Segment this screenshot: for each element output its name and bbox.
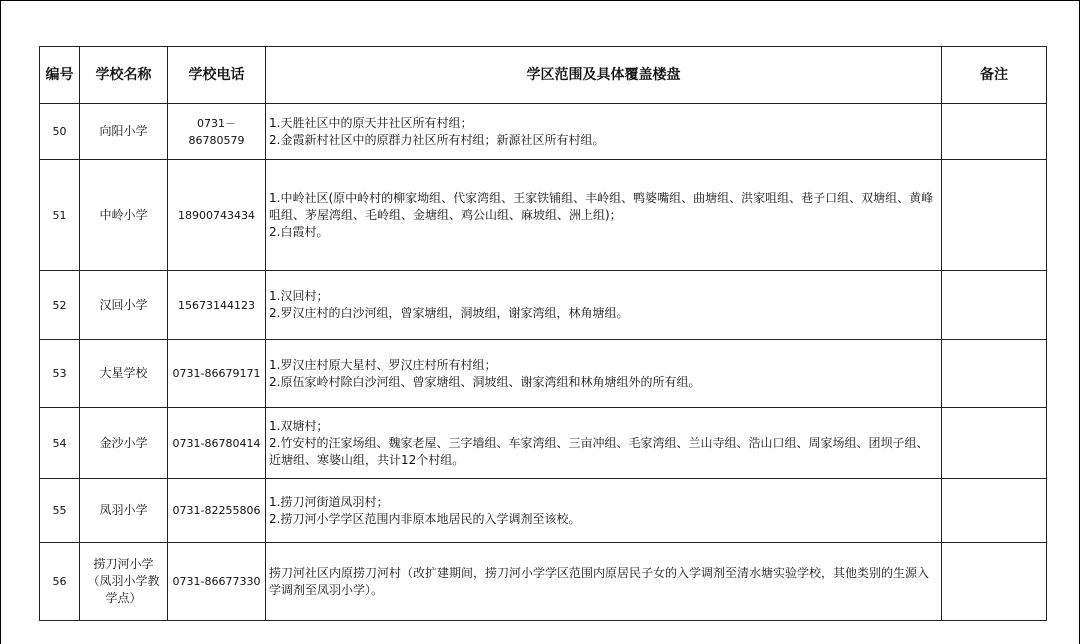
row-phone: 0731-86679171 (168, 340, 266, 408)
row-note (942, 408, 1047, 479)
row-phone: 0731-86780414 (168, 408, 266, 479)
row-school-name: 向阳小学 (80, 104, 168, 160)
table-row (40, 479, 1047, 543)
row-district-range: 1.天胜社区中的原天井社区所有村组； 2.金霞新村社区中的原群力社区所有村组；新源社区所有村组。 (266, 104, 942, 160)
table-row (40, 340, 1047, 408)
row-phone: 0731-86677330 (168, 543, 266, 621)
header-district-range: 学区范围及具体覆盖楼盘 (266, 47, 942, 104)
row-note (942, 271, 1047, 340)
row-school-name: 捞刀河小学（凤羽小学教学点） (80, 543, 168, 621)
row-no: 54 (40, 408, 80, 479)
row-note (942, 104, 1047, 160)
table-header-row (40, 47, 1047, 104)
row-no: 51 (40, 160, 80, 271)
page-border-top (0, 0, 1080, 1)
row-no: 56 (40, 543, 80, 621)
row-district-range: 1.双塘村； 2.竹安村的汪家场组、魏家老屋、三字墙组、车家湾组、三亩冲组、毛家湾组、兰山寺组、浩山口组、周家场组、团坝子组、近塘组、寒婆山组，共计12个村组。 (266, 408, 942, 479)
table-row (40, 543, 1047, 621)
table-row (40, 271, 1047, 340)
row-phone: 0731－86780579 (168, 104, 266, 160)
header-no: 编号 (40, 47, 80, 104)
row-note (942, 543, 1047, 621)
header-note: 备注 (942, 47, 1047, 104)
row-school-name: 金沙小学 (80, 408, 168, 479)
row-district-range: 1.捞刀河街道凤羽村； 2.捞刀河小学学区范围内非原本地居民的入学调剂至该校。 (266, 479, 942, 543)
row-phone: 15673144123 (168, 271, 266, 340)
table-row (40, 104, 1047, 160)
row-phone: 18900743434 (168, 160, 266, 271)
row-school-name: 凤羽小学 (80, 479, 168, 543)
header-school-name: 学校名称 (80, 47, 168, 104)
header-school-phone: 学校电话 (168, 47, 266, 104)
row-school-name: 汉回小学 (80, 271, 168, 340)
row-district-range: 1.汉回村； 2.罗汉庄村的白沙河组，曾家塘组，洞坡组，谢家湾组，林角塘组。 (266, 271, 942, 340)
row-school-name: 中岭小学 (80, 160, 168, 271)
row-no: 55 (40, 479, 80, 543)
row-district-range: 捞刀河社区内原捞刀河村（改扩建期间，捞刀河小学学区范围内原居民子女的入学调剂至清水塘实验学校，其他类别的生源入学调剂至凤羽小学）。 (266, 543, 942, 621)
row-phone: 0731-82255806 (168, 479, 266, 543)
row-no: 50 (40, 104, 80, 160)
row-district-range: 1.中岭社区(原中岭村的柳家坳组、代家湾组、王家铁铺组、丰岭组、鸭婆嘴组、曲塘组、洪家咀组、巷子口组、双塘组、黄峰咀组、茅屋湾组、毛岭组、金塘组、鸡公山组、麻坡组、洲上组)； 2.白霞村。 (266, 160, 942, 271)
table-row (40, 408, 1047, 479)
page-border-left (0, 0, 1, 644)
row-note (942, 340, 1047, 408)
row-school-name: 大星学校 (80, 340, 168, 408)
row-district-range: 1.罗汉庄村原大星村、罗汉庄村所有村组； 2.原伍家岭村除白沙河组、曾家塘组、洞坡组、谢家湾组和林角塘组外的所有组。 (266, 340, 942, 408)
school-district-table (39, 46, 1047, 621)
row-no: 53 (40, 340, 80, 408)
row-no: 52 (40, 271, 80, 340)
row-note (942, 479, 1047, 543)
row-note (942, 160, 1047, 271)
table-row (40, 160, 1047, 271)
